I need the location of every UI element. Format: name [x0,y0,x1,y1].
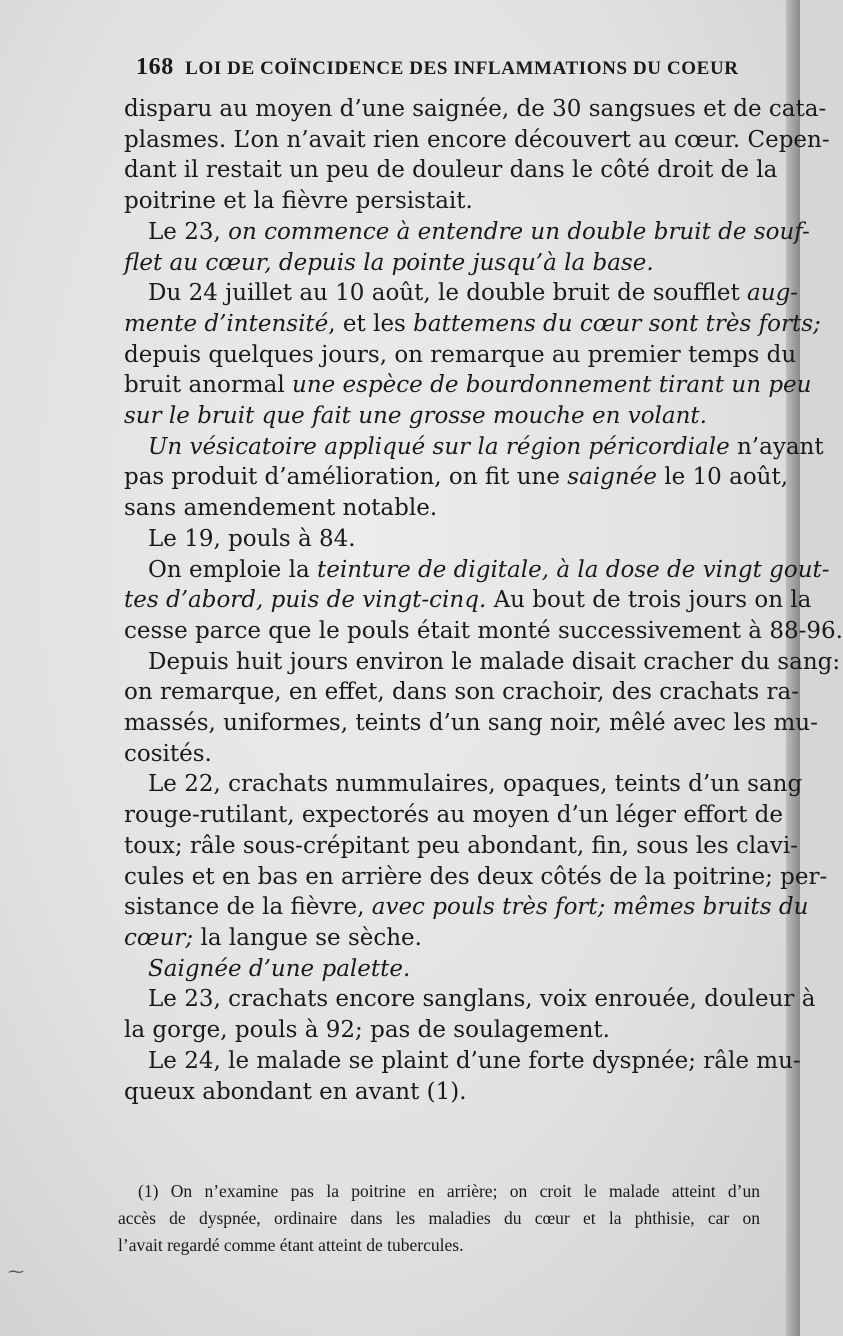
text-line [124,1046,801,1077]
text-run: queux abondant en avant (1). [124,1078,467,1105]
italic-run: Un vésicatoire appliqué sur la région péricordiale [148,433,730,460]
text-run: cules et en bas en arrière des deux côtés de la poitrine; per- [124,863,828,890]
italic-run: flet au cœur, depuis la pointe jusqu’à la base. [124,249,654,276]
margin-mark: ⁓ [8,1262,24,1281]
text-run: rouge-rutilant, expectorés au moyen d’un léger effort de [124,802,784,829]
paragraph [124,524,764,555]
text-run: Le 23, [148,218,229,245]
text-line [124,1015,764,1046]
page-number: 168 [136,54,174,80]
text-line [124,493,764,524]
text-line [124,340,797,371]
text-run: sistance de la fièvre, [124,894,372,921]
body-text [124,94,843,1107]
footnote [118,1178,760,1259]
italic-run: sur le bruit que fait une grosse mouche en volant. [124,403,707,430]
text-run: dant il restait un peu de douleur dans le côté droit de la [124,157,778,184]
text-line [124,831,799,862]
text-run: disparu au moyen d’une saignée, de 30 sangsues et de cata- [124,96,827,122]
text-line [124,524,764,555]
text-run: cosités. [124,740,212,767]
text-line [124,401,764,432]
paragraph [124,769,828,953]
italic-run: saignée [567,464,657,491]
paragraph [124,954,764,985]
footnote-line: l’avait regardé comme étant atteint de tubercules. [118,1235,464,1255]
text-run: cesse parce que le pouls était monté successivement à 88-96. [124,617,843,644]
paragraph [124,278,821,432]
italic-run: teinture de digitale, à la dose de vingt gout- [317,556,830,583]
text-line [124,984,816,1015]
text-run: n’ayant [729,433,824,460]
text-line [124,677,800,708]
text-line [124,217,810,248]
text-run: Le 24, le malade se plaint d’une forte dyspnée; râle mu- [148,1047,801,1074]
text-line [124,462,789,493]
text-line [124,125,830,156]
text-run: plasmes. L’on n’avait rien encore découvert au cœur. Cepen- [124,126,830,153]
text-run: Depuis huit jours environ le malade disait cracher du sang: [148,648,841,675]
text-line [124,186,764,217]
text-run: Le 23, crachats encore sanglans, voix enrouée, douleur à [148,986,816,1013]
footnote-line: (1) On n’examine pas la poitrine en arrière; on croit le malade atteint d’un [138,1181,760,1201]
text-line [124,1077,764,1108]
text-line [124,370,812,401]
text-line [124,954,764,985]
text-line [124,800,784,831]
italic-run: battemens du cœur sont très forts; [413,310,821,337]
text-run: pas produit d’amélioration, on fit une [124,464,568,491]
text-line [124,647,841,678]
text-run: Le 22, crachats nummulaires, opaques, teints d’un sang [148,771,803,798]
text-line [124,739,764,770]
paragraph [124,647,841,770]
text-run: bruit anormal [124,372,292,399]
italic-run: on commence à entendre un double bruit de souf- [228,218,810,245]
italic-run: cœur; [124,924,194,951]
italic-run: Saignée d’une palette. [148,955,411,982]
running-title: LOI DE COÏNCIDENCE DES INFLAMMATIONS DU COEUR [185,58,739,79]
text-line [124,585,812,616]
text-line [124,923,764,954]
text-run: sans amendement notable. [124,495,438,522]
text-run: Au bout de trois jours on la [486,587,812,614]
paragraph [124,555,843,647]
text-run: Du 24 juillet au 10 août, le double bruit de soufflet [148,280,748,307]
italic-run: aug- [747,280,799,307]
text-line [124,309,821,340]
text-run: depuis quelques jours, on remarque au premier temps du [124,341,797,368]
text-line [124,94,827,125]
italic-run: une espèce de bourdonnement tirant un peu [292,372,812,399]
text-run: le 10 août, [656,464,789,491]
italic-run: tes d’abord, puis de vingt-cinq. [124,587,487,614]
paragraph [124,432,824,524]
text-run: toux; râle sous-crépitant peu abondant, fin, sous les clavi- [124,832,799,859]
paragraph [124,984,816,1045]
text-run: poitrine et la fièvre persistait. [124,188,473,215]
text-line [124,555,830,586]
text-run: Le 19, pouls à 84. [148,525,356,552]
text-run: la langue se sèche. [193,924,422,951]
text-run: la gorge, pouls à 92; pas de soulagement. [124,1017,610,1044]
footnote-line: accès de dyspnée, ordinaire dans les maladies du cœur et la phthisie, car on [118,1208,760,1228]
paragraph [124,1046,801,1107]
text-run: on remarque, en effet, dans son crachoir, des crachats ra- [124,679,800,706]
text-line [124,248,764,279]
text-line [124,432,824,463]
paragraph [124,94,830,217]
paragraph [124,217,810,278]
text-line [124,769,803,800]
text-run: , et les [328,310,414,337]
text-line [124,862,828,893]
text-run: massés, uniformes, teints d’un sang noir, mêlé avec les mu- [124,710,818,737]
italic-run: mente d’intensité [124,310,329,337]
text-line [124,616,843,647]
running-head [136,54,739,81]
text-line [124,278,799,309]
italic-run: avec pouls très fort; mêmes bruits du [371,894,809,921]
text-line [124,708,818,739]
text-line [124,155,778,186]
text-run: On emploie la [148,556,317,583]
text-line [124,892,809,923]
